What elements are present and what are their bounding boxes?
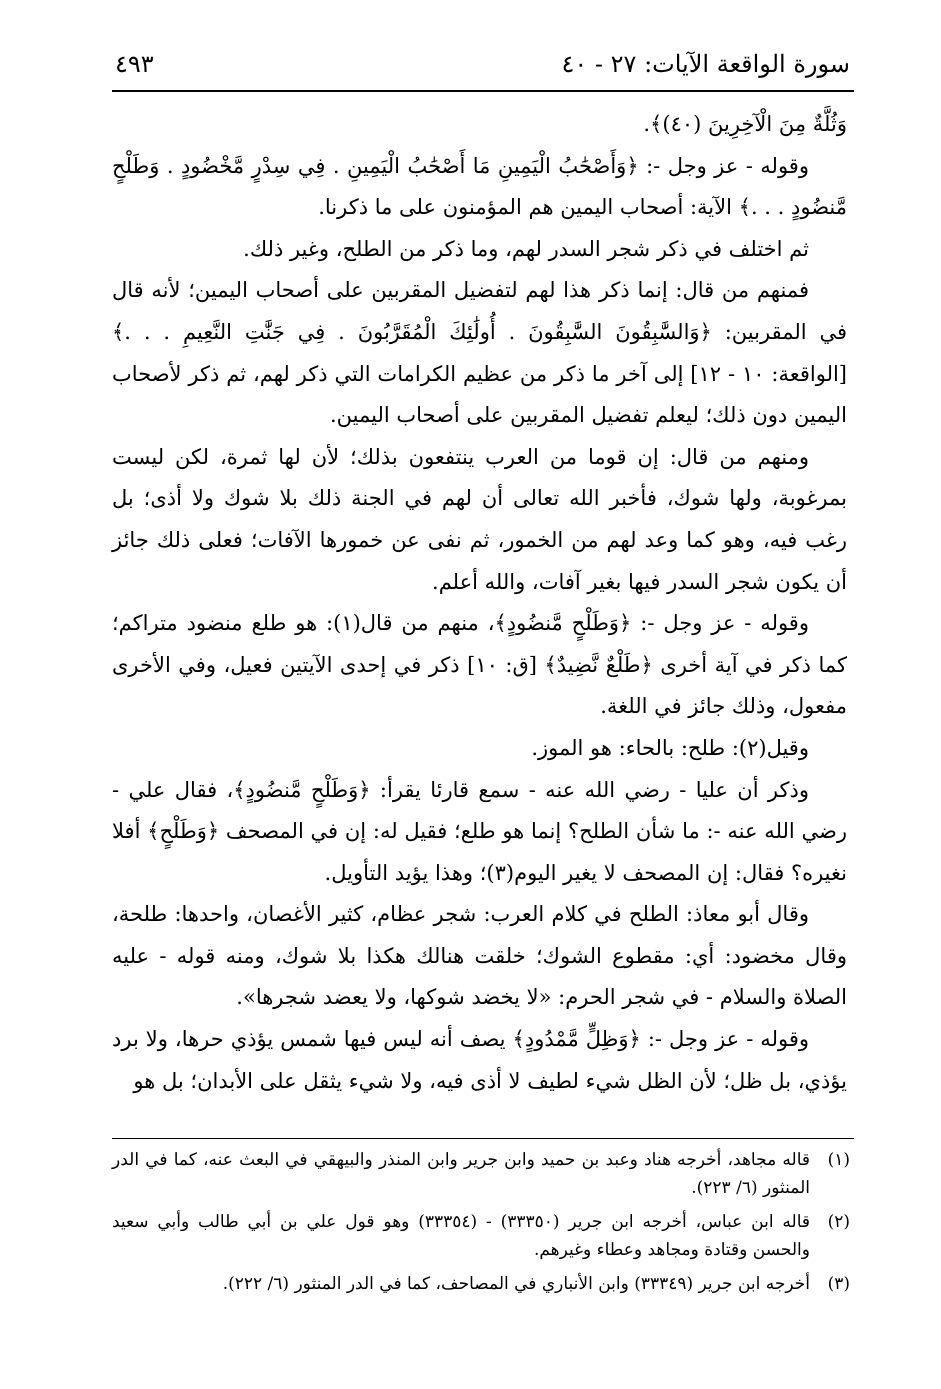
paragraph: وقوله - عز وجل -: ﴿وَأَصْحَٰبُ الْيَمِينِ مَا أَصْحَٰبُ الْيَمِينِ . فِي سِدْرٍ مَّخْضُودٍ . وَطَلْحٍ مَّنضُودٍ . . .﴾ الآية: أصحاب اليمين هم المؤمنون على ما ذكرنا. [112,153,847,220]
page-number: ٤٩٣ [115,50,154,78]
footnote [112,1270,850,1298]
header-rule [112,90,854,92]
paragraph: وَثُلَّةٌ مِنَ الْآخِرِينَ (٤٠)﴾. [643,112,847,136]
paragraph: وذكر أن عليا - رضي الله عنه - سمع قارئا يقرأ: ﴿وَطَلْحٍ مَّنضُودٍ﴾، فقال علي - رضي الله عنه -: ما شأن الطلح؟ إنما هو طلع؛ فقيل له: إن في المصحف ﴿وَطَلْحٍ﴾ أفلا نغيره؟ فقال: إن المصحف لا يغير اليوم(٣)؛ وهذا يؤيد التأويل. [112,777,847,885]
paragraph: ومنهم من قال: إن قوما من العرب ينتفعون بذلك؛ لأن لها ثمرة، لكن ليست بمرغوبة، ولها شوك، فأخبر الله تعالى أن لهم في الجنة ذلك بلا شوك ولا أذى؛ بل رغب فيه، وهو كما وعد لهم من الخمور، ثم نفى عن خمورها الآفات؛ فعلى ذلك جائز أن يكون شجر السدر فيها بغير آفات، والله أعلم. [112,444,847,594]
page-header [115,44,850,84]
running-title: سورة الواقعة الآيات: ٢٧ - ٤٠ [561,50,850,78]
footnote-text: أخرجه ابن جرير (٣٣٣٤٩) وابن الأنباري في المصاحف، كما في الدر المنثور (٦/ ٢٢٢). [222,1274,810,1294]
paragraph: ثم اختلف في ذكر شجر السدر لهم، وما ذكر من الطلح، وغير ذلك. [243,236,809,261]
footnote-text: قاله مجاهد، أخرجه هناد وعبد بن حميد وابن جرير وابن المنذر والبيهقي في البعث عنه، كما في الدر المنثور (٦/ ٢٢٣). [112,1150,810,1198]
footnote-number: (٢) [827,1212,850,1232]
footnotes [112,1146,850,1304]
paragraph: وقال أبو معاذ: الطلح في كلام العرب: شجر عظام، كثير الأغصان، واحدها: طلحة، وقال مخضود: أي: مقطوع الشوك؛ خلقت هنالك هكذا بلا شوك، ومنه قوله - عليه الصلاة والسلام - في شجر الحرم: «لا يخضد شوكها، ولا يعضد شجرها». [112,902,847,1010]
footnote-number: (٣) [827,1274,850,1294]
paragraph: وقوله - عز وجل -: ﴿وَطَلْحٍ مَّنضُودٍ﴾، منهم من قال(١): هو طلع منضود متراكم؛ كما ذكر في آية أخرى ﴿طَلْعٌ نَّضِيدٌ﴾ [ق: ١٠] ذكر في إحدى الآيتين فعيل، وفي الأخرى مفعول، وذلك جائز في اللغة. [112,611,847,719]
paragraph: وقوله - عز وجل -: ﴿وَظِلٍّ مَّمْدُودٍ﴾ يصف أنه ليس فيها شمس يؤذي حرها، ولا برد يؤذي، بل ظل؛ لأن الظل شيء لطيف لا أذى فيه، ولا شيء يثقل على الأبدان؛ بل هو [112,1027,847,1093]
footnote [112,1146,850,1202]
paragraph: فمنهم من قال: إنما ذكر هذا لهم لتفضيل المقربين على أصحاب اليمين؛ لأنه قال في المقربين: ﴿وَالسَّٰبِقُونَ السَّٰبِقُونَ . أُولَٰئِكَ الْمُقَرَّبُونَ . فِي جَنَّٰتِ النَّعِيمِ . . .﴾ [الواقعة: ١٠ - ١٢] إلى آخر ما ذكر من عظيم الكرامات التي ذكر لهم، ثم ذكر لأصحاب اليمين دون ذلك؛ ليعلم تفضيل المقربين على أصحاب اليمين. [112,278,847,428]
paragraph: وقيل(٢): طلح: بالحاء: هو الموز. [531,735,809,760]
footnote [112,1208,850,1264]
main-text [112,104,847,1102]
footnote-text: قاله ابن عباس، أخرجه ابن جرير (٣٣٣٥٠) - (٣٣٣٥٤) وهو قول علي بن أبي طالب وأبي سعيد والحسن وقتادة ومجاهد وعطاء وغيرهم. [112,1212,810,1260]
footnote-rule [112,1138,854,1139]
footnote-number: (١) [827,1150,850,1170]
